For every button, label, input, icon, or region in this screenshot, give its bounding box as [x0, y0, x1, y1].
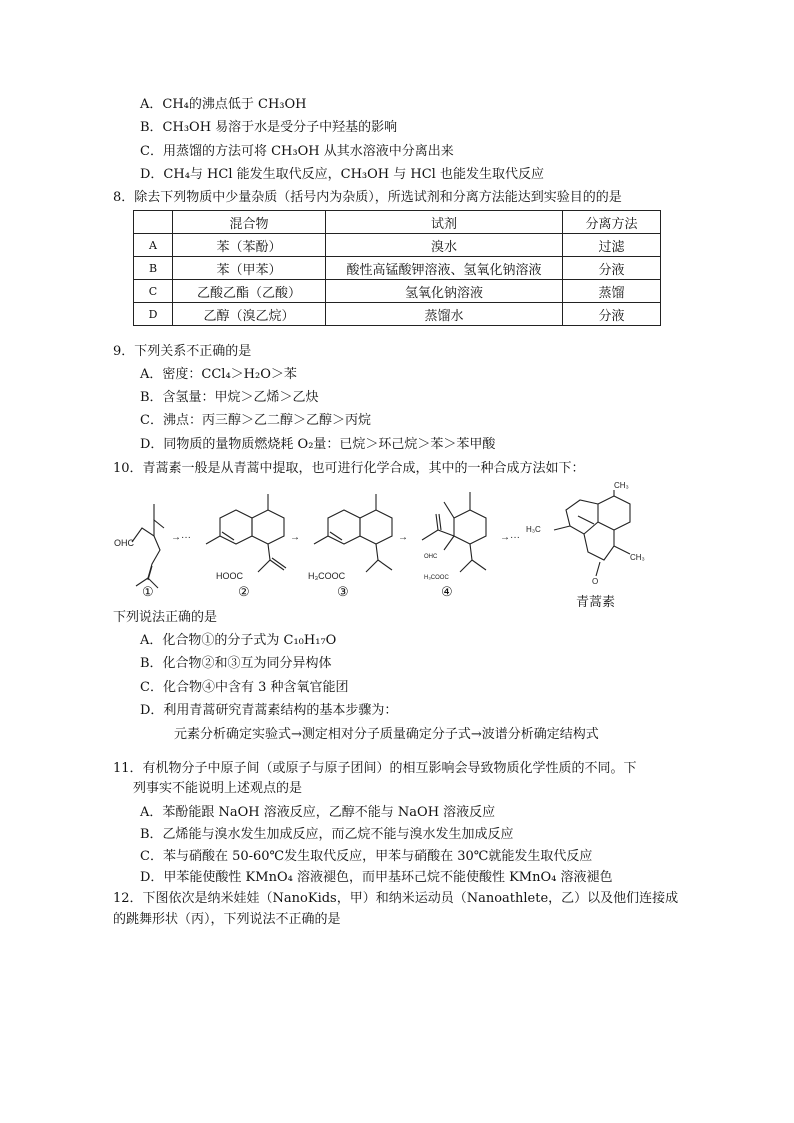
q9-option-d: D．同物质的量物质燃烧耗 O₂量：已烷＞环己烷＞苯＞苯甲酸 [140, 437, 496, 452]
compound-4-structure [422, 492, 486, 581]
table-cell: 酸性高锰酸钾溶液、氢氧化钠溶液 [326, 257, 563, 280]
ohc-label-2: OHC [424, 554, 438, 560]
q7-option-c: C．用蒸馏的方法可将 CH₃OH 从其水溶液中分离出来 [140, 144, 454, 159]
h3c-label: H₃C [526, 525, 541, 534]
q11-option-a: A．苯酚能跟 NaOH 溶液反应，乙醇不能与 NaOH 溶液反应 [140, 805, 496, 820]
table-header-cell: 混合物 [173, 211, 326, 234]
table-cell: C [134, 280, 173, 303]
compound-label-2: ② [238, 585, 250, 600]
q11-option-c: C．苯与硝酸在 50-60℃发生取代反应，甲苯与硝酸在 30℃就能发生取代反应 [140, 849, 593, 864]
artemisinin-structure [526, 481, 645, 586]
q7-option-d: D．CH₄与 HCl 能发生取代反应，CH₃OH 与 HCl 也能发生取代反应 [140, 167, 544, 182]
q10-option-d-continued: 元素分析确定实验式→测定相对分子质量确定分子式→波谱分析确定结构式 [174, 727, 599, 742]
q10-option-a: A．化合物①的分子式为 C₁₀H₁₇O [140, 633, 337, 648]
q10-stem: 10．青蒿素一般是从青蒿中提取，也可进行化学合成，其中的一种合成方法如下： [113, 461, 585, 476]
q8-table [133, 210, 661, 326]
ch3-label-top: CH₃ [614, 481, 629, 490]
compound-label-4: ④ [441, 585, 453, 600]
table-header-cell: 试剂 [326, 211, 563, 234]
q11-option-b: B．乙烯能与溴水发生加成反应，而乙烷不能与溴水发生加成反应 [140, 827, 514, 842]
table-cell: 溴水 [326, 234, 563, 257]
table-row [134, 303, 661, 326]
compound-2-structure [206, 494, 286, 581]
table-header-cell: 分离方法 [563, 211, 661, 234]
table-cell: 蒸馏 [563, 280, 661, 303]
q11-stem-line2: 列事实不能说明上述观点的是 [133, 781, 303, 796]
table-row [134, 280, 661, 303]
q9-option-a: A．密度：CCl₄＞H₂O＞苯 [140, 367, 297, 382]
compound-1-structure [114, 504, 164, 588]
arrow-icon: →··· [171, 532, 191, 543]
q10-option-d: D．利用青蒿研究青蒿素结构的基本步骤为： [140, 703, 398, 718]
arrow-icon: →··· [500, 532, 520, 543]
table-cell: D [134, 303, 173, 326]
q11-stem-line1: 11．有机物分子中原子间（或原子与原子团间）的相互影响会导致物质化学性质的不同。下 [113, 761, 637, 776]
table-cell: 乙醇（溴乙烷） [173, 303, 326, 326]
h3cooc-label-1: H₃COOC [308, 571, 346, 581]
table-cell: 苯（甲苯） [173, 257, 326, 280]
oxygen-label: O [592, 577, 599, 586]
artemisinin-label: 青蒿素 [576, 595, 616, 610]
table-cell: 苯（苯酚） [173, 234, 326, 257]
q7-option-a: A．CH₄的沸点低于 CH₃OH [140, 97, 307, 112]
q8-stem: 8．除去下列物质中少量杂质（括号内为杂质），所选试剂和分离方法能达到实验目的的是 [113, 190, 622, 205]
table-row [134, 257, 661, 280]
table-header-row [134, 211, 661, 234]
compound-label-3: ③ [337, 585, 349, 600]
q9-option-c: C．沸点：丙三醇＞乙二醇＞乙醇＞丙烷 [140, 413, 371, 428]
hooc-label: HOOC [216, 571, 243, 581]
q10-option-b: B．化合物②和③互为同分异构体 [140, 656, 332, 671]
table-cell: A [134, 234, 173, 257]
q12-stem-line1: 12．下图依次是纳米娃娃（NanoKids，甲）和纳米运动员（Nanoathlete，乙）以及他们连接成 [113, 891, 679, 906]
q9-option-b: B．含氢量：甲烷＞乙烯＞乙炔 [140, 390, 319, 405]
table-cell: 分液 [563, 303, 661, 326]
compound-label-1: ① [142, 585, 154, 600]
h3cooc-label-2: H₃COOC [424, 575, 449, 581]
table-cell: 蒸馏水 [326, 303, 563, 326]
arrow-icon: → [398, 532, 408, 543]
q10-sub-stem: 下列说法正确的是 [113, 610, 218, 625]
table-cell: 分液 [563, 257, 661, 280]
ohc-label-1: OHC [114, 538, 134, 548]
q12-stem-line2: 的跳舞形状（丙），下列说法不正确的是 [113, 912, 341, 927]
table-cell: B [134, 257, 173, 280]
q11-option-d: D．甲苯能使酸性 KMnO₄ 溶液褪色，而甲基环己烷不能使酸性 KMnO₄ 溶液褪色 [140, 870, 613, 885]
q10-option-c: C．化合物④中含有 3 种含氧官能团 [140, 680, 349, 695]
q9-stem: 9．下列关系不正确的是 [113, 344, 252, 359]
arrow-icon: → [290, 532, 300, 543]
table-row [134, 234, 661, 257]
table-header-cell [134, 211, 173, 234]
table-cell: 乙酸乙酯（乙酸） [173, 280, 326, 303]
compound-3-structure [308, 494, 392, 581]
table-cell: 过滤 [563, 234, 661, 257]
q7-option-b: B．CH₃OH 易溶于水是受分子中羟基的影响 [140, 120, 398, 135]
table-cell: 氢氧化钠溶液 [326, 280, 563, 303]
ch3-label-bottom: CH₃ [630, 553, 645, 562]
